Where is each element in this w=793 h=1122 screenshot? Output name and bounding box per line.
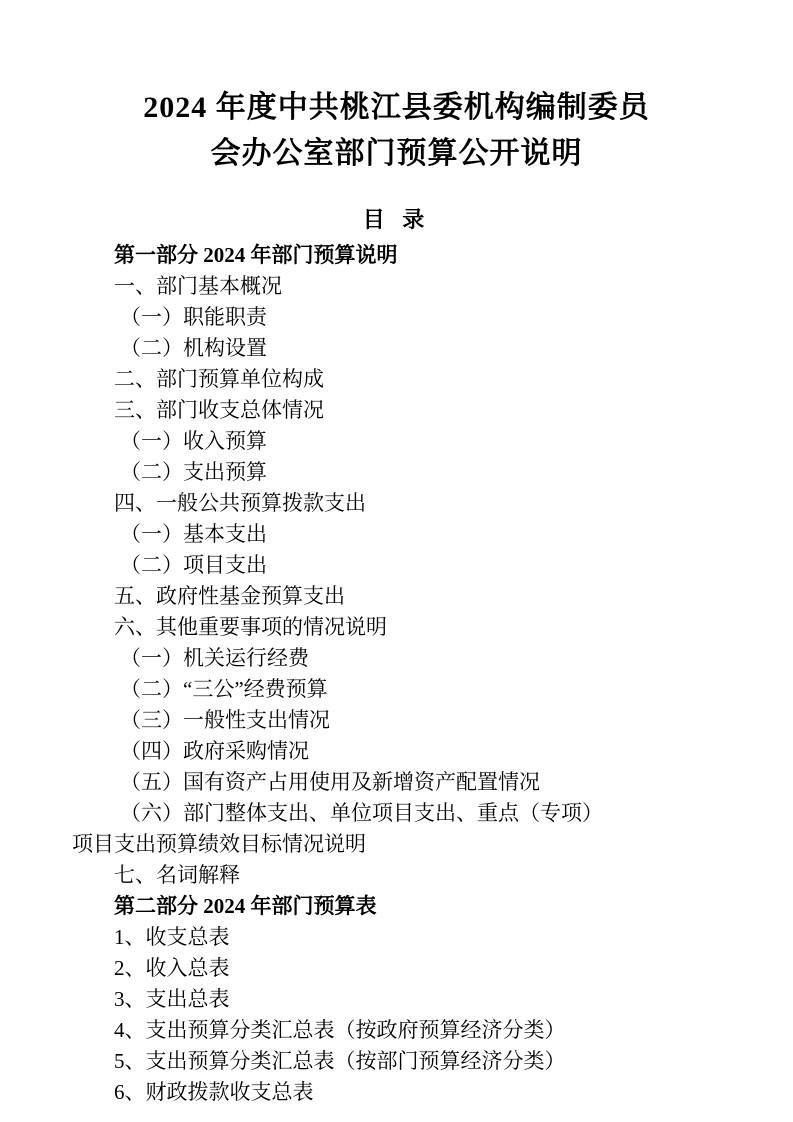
toc-entry[interactable]: 二、部门预算单位构成 [114, 367, 324, 391]
toc-entry[interactable]: （四）政府采购情况 [120, 739, 309, 763]
toc-entry[interactable]: 第一部分 2024 年部门预算说明 [114, 243, 398, 267]
toc-entry[interactable]: （二）项目支出 [120, 553, 267, 577]
page-title-line-2: 会办公室部门预算公开说明 [210, 137, 583, 170]
toc-entry[interactable]: 1、收支总表 [114, 925, 230, 949]
toc-entry[interactable]: （五）国有资产占用使用及新增资产配置情况 [120, 770, 540, 794]
toc-entry[interactable]: 七、名词解释 [114, 863, 240, 887]
toc-entry[interactable]: （一）职能职责 [120, 305, 267, 329]
toc-entry[interactable]: （一）基本支出 [120, 522, 267, 546]
toc-entry[interactable]: 第二部分 2024 年部门预算表 [114, 894, 377, 918]
toc-entry[interactable]: 5、支出预算分类汇总表（按部门预算经济分类） [114, 1049, 566, 1073]
page-title-line-1: 2024 年度中共桃江县委机构编制委员 [143, 91, 650, 124]
toc-entry[interactable]: （二）“三公”经费预算 [120, 677, 328, 701]
toc-entry[interactable]: 六、其他重要事项的情况说明 [114, 615, 387, 639]
toc-entry[interactable]: 6、财政拨款收支总表 [114, 1080, 314, 1104]
toc-entry[interactable]: 一、部门基本概况 [114, 274, 282, 298]
page-title [117, 85, 677, 177]
toc-entry[interactable]: （一）机关运行经费 [120, 646, 309, 670]
toc-entry[interactable]: （三）一般性支出情况 [120, 708, 330, 732]
toc-entry[interactable]: （二）机构设置 [120, 336, 267, 360]
toc-entry[interactable]: 四、一般公共预算拨款支出 [114, 491, 366, 515]
toc-entry[interactable]: （一）收入预算 [120, 429, 267, 453]
toc-heading: 目 录 [362, 207, 431, 232]
toc-entry[interactable]: 三、部门收支总体情况 [114, 398, 324, 422]
table-of-contents [72, 240, 721, 1108]
toc-entry[interactable]: 项目支出预算绩效目标情况说明 [72, 832, 366, 856]
toc-entry[interactable]: 3、支出总表 [114, 987, 230, 1011]
toc-entry[interactable]: 2、收入总表 [114, 956, 230, 980]
toc-entry[interactable]: 4、支出预算分类汇总表（按政府预算经济分类） [114, 1018, 566, 1042]
toc-entry[interactable]: （二）支出预算 [120, 460, 267, 484]
toc-entry[interactable]: （六）部门整体支出、单位项目支出、重点（专项） [120, 801, 603, 825]
toc-entry[interactable]: 五、政府性基金预算支出 [114, 584, 345, 608]
